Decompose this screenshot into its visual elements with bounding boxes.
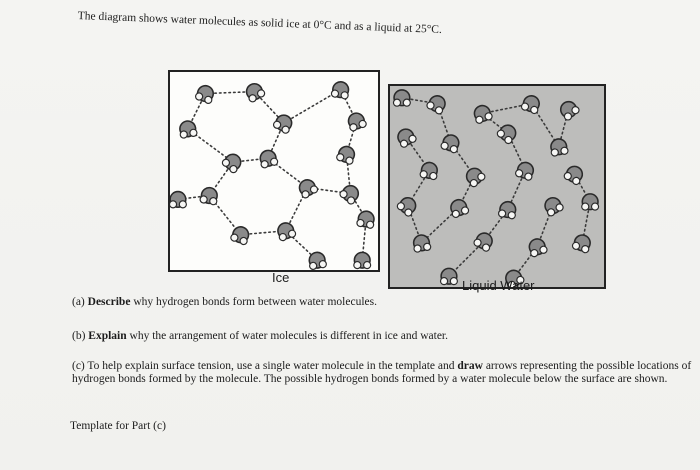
water-molecule-icon xyxy=(441,268,458,284)
water-molecule-icon xyxy=(195,83,216,104)
question-a-text: why hydrogen bonds form between water molecules. xyxy=(130,296,377,308)
water-molecule-icon xyxy=(356,210,375,229)
question-c-verb: draw xyxy=(457,360,483,372)
ice-caption: Ice xyxy=(272,270,290,285)
ice-diagram xyxy=(168,70,380,272)
question-a xyxy=(72,296,377,309)
water-molecule-icon xyxy=(346,111,367,132)
liquid-water-caption: Liquid Water xyxy=(462,278,535,293)
water-molecule-icon xyxy=(258,149,278,169)
water-molecule-icon xyxy=(542,195,565,218)
water-molecule-icon xyxy=(170,192,186,208)
water-molecule-icon xyxy=(296,177,319,200)
question-c xyxy=(72,360,697,386)
water-molecule-icon xyxy=(582,194,599,210)
water-molecule-icon xyxy=(178,120,197,139)
question-b-verb: Explain xyxy=(88,330,127,342)
liquid-water-drawing xyxy=(390,86,604,287)
intro-statement: The diagram shows water molecules as solid ice at 0°C and as a liquid at 25°C. xyxy=(77,10,443,36)
water-molecule-icon xyxy=(331,80,350,99)
question-a-verb: Describe xyxy=(87,296,131,308)
template-label: Template for Part (c) xyxy=(70,420,166,432)
ice-lattice-drawing xyxy=(170,72,378,270)
water-molecule-figure xyxy=(168,70,608,310)
question-b xyxy=(72,330,448,343)
question-b-text: why the arrangement of water molecules is different in ice and water. xyxy=(126,330,448,342)
water-molecule-icon xyxy=(230,224,251,245)
question-c-text-2: arrows representing the possible locations of hydrogen bonds formed by the molecule. The possible hydrogen bonds formed by a water molecule below the surface are shown. xyxy=(72,360,692,386)
water-molecule-icon xyxy=(515,160,536,181)
water-molecule-icon xyxy=(571,233,592,254)
water-molecule-icon xyxy=(396,194,419,217)
water-molecule-icon xyxy=(440,133,461,154)
water-molecule-icon xyxy=(463,165,486,188)
water-molecule-icon xyxy=(498,200,517,219)
water-molecule-icon xyxy=(557,98,580,121)
water-molecule-icon xyxy=(393,90,410,106)
water-molecule-icon xyxy=(336,144,357,165)
question-c-text-1: (c) To help explain surface tension, use a single water molecule in the template and xyxy=(72,360,458,372)
water-molecule-icon xyxy=(426,93,449,116)
water-molecule-icon xyxy=(221,151,244,174)
water-molecule-icon xyxy=(527,237,548,258)
water-molecule-icon xyxy=(339,182,362,205)
water-molecule-icon xyxy=(200,186,219,205)
question-a-prefix: (a) xyxy=(72,296,88,308)
water-molecule-icon xyxy=(395,126,418,149)
water-molecule-icon xyxy=(496,122,519,145)
water-molecule-icon xyxy=(272,112,295,135)
liquid-water-diagram xyxy=(388,84,606,289)
water-molecule-icon xyxy=(563,163,586,186)
water-molecule-icon xyxy=(420,161,439,180)
question-b-prefix: (b) xyxy=(72,330,89,342)
water-molecule-icon xyxy=(472,103,493,124)
water-molecule-icon xyxy=(549,138,568,157)
water-molecule-icon xyxy=(521,93,542,114)
water-molecule-icon xyxy=(354,252,371,268)
